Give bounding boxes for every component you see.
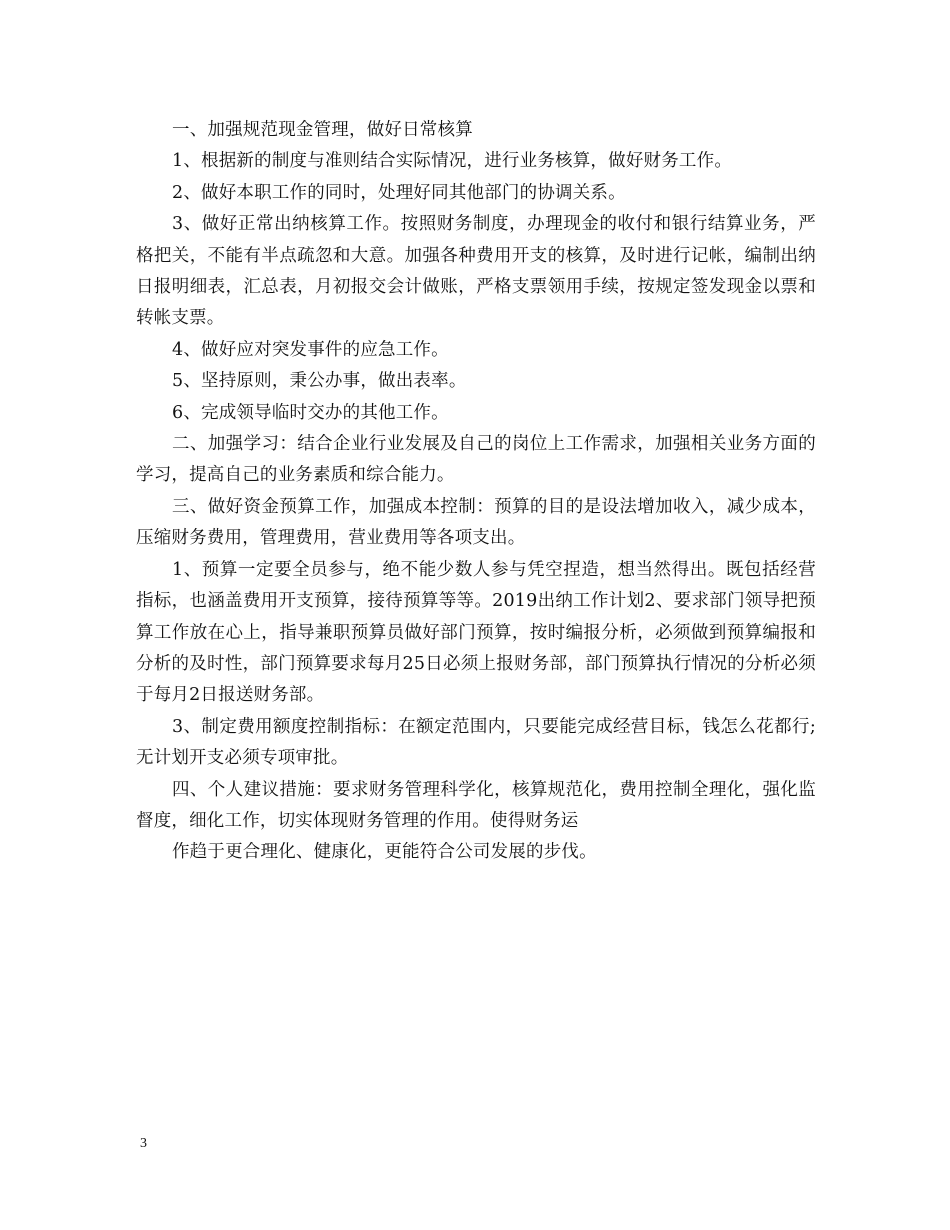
document-body bbox=[136, 115, 816, 869]
list-item-2: 2、做好本职工作的同时，处理好同其他部门的协调关系。 bbox=[172, 182, 626, 203]
list-item-4: 4、做好应对突发事件的应急工作。 bbox=[172, 339, 449, 360]
suggestions-continuation: 作趋于更合理化、健康化，更能符合公司发展的步伐。 bbox=[172, 842, 597, 863]
heading-budget: 三、做好资金预算工作，加强成本控制：预算的目的是设法增加收入，减少成本，压缩财务费用，管理费用，营业费用等各项支出。 bbox=[136, 496, 816, 549]
page-number: 3 bbox=[140, 1136, 147, 1151]
list-item-6: 6、完成领导临时交办的其他工作。 bbox=[172, 402, 449, 423]
list-item-1: 1、根据新的制度与准则结合实际情况，进行业务核算，做好财务工作。 bbox=[172, 151, 733, 172]
list-item-3: 3、做好正常出纳核算工作。按照财务制度，办理现金的收付和银行结算业务，严格把关，不能有半点疏忽和大意。加强各种费用开支的核算，及时进行记帐，编制出纳日报明细表，汇总表，月初报交会计做账，严格支票领用手续，按规定签发现金以票和转帐支票。 bbox=[136, 214, 816, 329]
heading-cash-management: 一、加强规范现金管理，做好日常核算 bbox=[172, 120, 473, 140]
heading-suggestions: 四、个人建议措施：要求财务管理科学化，核算规范化，费用控制全理化，强化监督度，细化工作，切实体现财务管理的作用。使得财务运 bbox=[136, 779, 816, 831]
list-item-5: 5、坚持原则，秉公办事，做出表率。 bbox=[172, 371, 467, 392]
budget-item-3: 3、制定费用额度控制指标：在额定范围内，只要能完成经营目标，钱怎么花都行;无计划开支必须专项审批。 bbox=[136, 716, 816, 769]
budget-item-1: 1、预算一定要全员参与，绝不能少数人参与凭空捏造，想当然得出。既包括经营指标，也涵盖费用开支预算，接待预算等等。2019出纳工作计划2、要求部门领导把预算工作放在心上，指导兼职预算员做好部门预算，按时编报分析，必须做到预算编报和分析的及时性，部门预算要求每月25日必须上报财务部，部门预算执行情况的分析必须于每月2日报送财务部。 bbox=[136, 559, 816, 706]
heading-learning: 二、加强学习：结合企业行业发展及自己的岗位上工作需求，加强相关业务方面的学习，提高自己的业务素质和综合能力。 bbox=[136, 434, 816, 486]
